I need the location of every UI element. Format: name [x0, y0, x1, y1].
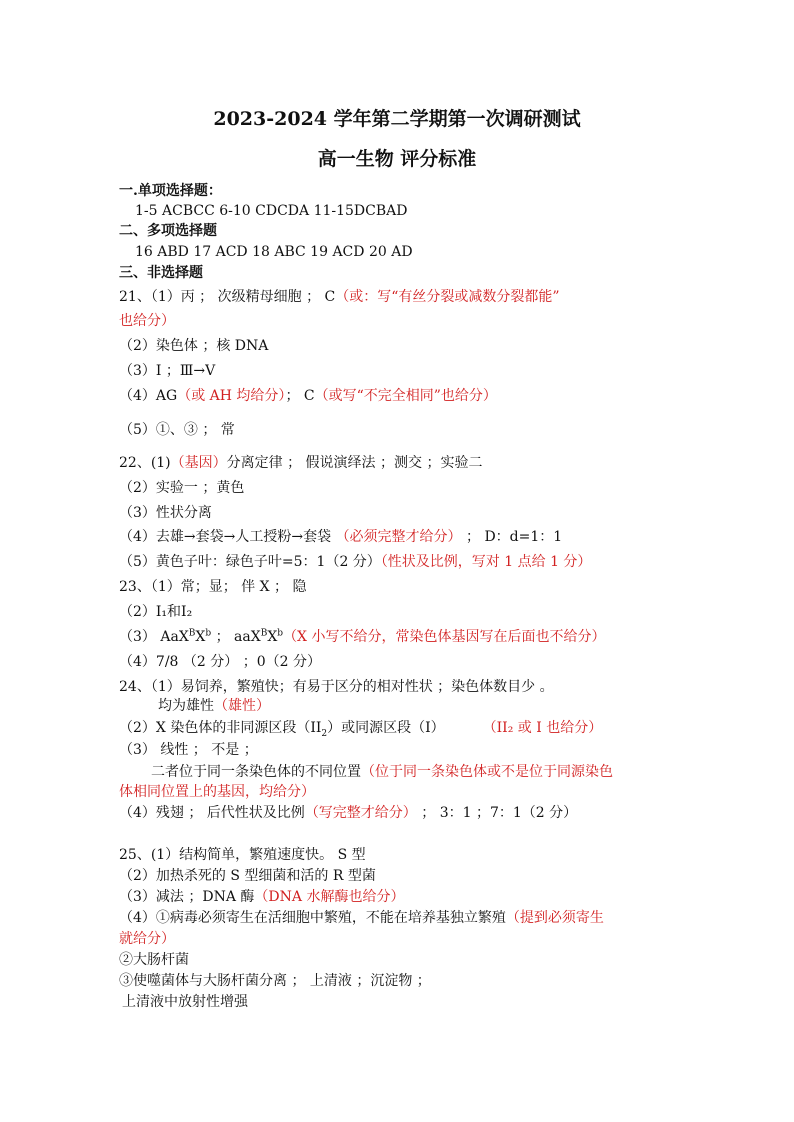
- q24-answer-3a: （2）X 染色体的非同源区段（II: [119, 720, 322, 736]
- q23-allele-sup: b: [205, 628, 212, 639]
- q24-note-2: （雄性）: [214, 698, 270, 714]
- q24-answer-2: 均为雄性: [158, 698, 214, 714]
- q22-note-5: （性状及比例，写对 1 点给 1 分）: [380, 554, 592, 570]
- q21-answer-4a: （4）AG: [119, 388, 178, 404]
- q25-line-8: 上清液中放射性增强: [122, 994, 248, 1010]
- q21-note-4a: （或 AH 均给分）: [177, 388, 286, 404]
- q22-answer-4a: （4）去雄→套袋→人工授粉→套袋: [119, 529, 336, 545]
- q23-allele-sup: B: [188, 628, 196, 639]
- q24-line-6: [119, 782, 315, 802]
- section-2-heading: 二、多项选择题: [119, 223, 217, 239]
- q24-subscript: 2: [321, 728, 328, 739]
- q25-answer-4: （4）①病毒必须寄生在活细胞中繁殖，不能在培养基独立繁殖: [119, 910, 506, 926]
- q25-note-4: （提到必须寄生: [505, 910, 604, 926]
- q21-note-2: 也给分）: [119, 313, 175, 329]
- q24-line-7: [119, 803, 577, 823]
- q22-line-4: [119, 527, 562, 547]
- q21-line-3: （2）染色体 ；核 DNA: [119, 338, 269, 354]
- q25-line-4: [119, 908, 604, 928]
- q25-line-3: [119, 887, 404, 907]
- q21-line-1: [119, 287, 560, 307]
- q25-note-3: （DNA 水解酶也给分）: [254, 889, 405, 905]
- q21-line-6: （5）①、③ ； 常: [119, 422, 235, 438]
- q24-answer-7b: ； 3：1 ；7：1（2 分）: [416, 805, 578, 821]
- q25-line-6: ②大肠杆菌: [119, 952, 189, 968]
- q24-line-5: [151, 762, 613, 782]
- q23-line-3: [119, 627, 605, 647]
- q25-note-5: 就给分）: [119, 931, 175, 947]
- document-title: 2023-2024 学年第二学期第一次调研测试: [213, 108, 581, 130]
- q21-note-4b: （或写“不完全相同”也给分）: [314, 388, 497, 404]
- q21-answer-4b: ； C: [285, 388, 315, 404]
- q25-line-5: [119, 929, 175, 949]
- q24-answer-3b: ）或同源区段（I）: [327, 720, 445, 736]
- q23-line-2: （2）Ⅰ₁和Ⅰ₂: [119, 604, 193, 620]
- q22-note-4: （必须完整才给分）: [335, 529, 462, 545]
- q25-answer-3: （3）减法 ；DNA 酶: [119, 889, 255, 905]
- q24-note-6: 体相同位置上的基因，均给分）: [119, 784, 315, 800]
- q23-line-1: 23、（1）常；显； 伴 X ； 隐: [119, 579, 307, 595]
- q23-line-4: （4）7/8 （2 分） ；0（2 分）: [119, 654, 321, 670]
- q22-note-1: （基因）: [170, 455, 227, 471]
- q24-answer-7a: （4）残翅 ； 后代性状及比例: [119, 805, 305, 821]
- q22-answer-5: （5）黄色子叶：绿色子叶=5：1（2 分）: [119, 554, 381, 570]
- q22-line-1: [119, 453, 482, 473]
- q24-line-4: （3） 线性 ； 不是 ；: [119, 742, 258, 758]
- q25-line-7: ③使噬菌体与大肠杆菌分离 ； 上清液 ；沉淀物 ；: [119, 973, 431, 989]
- q24-answer-5: 二者位于同一条染色体的不同位置: [151, 764, 361, 780]
- section-1-heading: 一.单项选择题：: [119, 183, 222, 199]
- q22-number: 22、(1): [119, 455, 171, 471]
- q24-note-7: （写完整才给分）: [304, 805, 417, 821]
- document-subtitle: 高一生物 评分标准: [317, 148, 477, 170]
- q23-allele-sup: B: [260, 628, 268, 639]
- section-2-answers: 16 ABD 17 ACD 18 ABC 19 ACD 20 AD: [135, 244, 413, 260]
- section-1-answers: 1-5 ACBCC 6-10 CDCDA 11-15DCBAD: [135, 203, 408, 219]
- q22-answer-4b: ； D：d=1：1: [461, 529, 563, 545]
- q25-line-2: （2）加热杀死的 S 型细菌和活的 R 型菌: [119, 868, 376, 884]
- section-3-heading: 三、非选择题: [119, 265, 203, 281]
- q23-genotype-1: （3） AaX: [119, 629, 189, 645]
- q22-answer-1: 分离定律 ； 假说演绎法 ；测交 ；实验二: [226, 455, 483, 471]
- q23-note-3: （X 小写不给分，常染色体基因写在后面也不给分）: [283, 629, 606, 645]
- q24-line-3: [119, 718, 602, 738]
- q21-line-4: （3）Ⅰ ；Ⅲ→Ⅴ: [119, 363, 216, 379]
- q23-genotype-2: ； aaX: [211, 629, 261, 645]
- q22-line-5: [119, 552, 591, 572]
- q24-note-5: （位于同一条染色体或不是位于同源染色: [361, 764, 613, 780]
- q24-line-1: 24、（1）易饲养，繁殖快；有易于区分的相对性状 ；染色体数目少 。: [119, 679, 554, 695]
- q21-answer-1: 21、（1）丙 ； 次级精母细胞 ； C: [119, 289, 336, 305]
- q23-genotype-2b: X: [267, 629, 278, 645]
- q22-line-3: （3）性状分离: [119, 505, 212, 521]
- q24-note-3: （II₂ 或 I 也给分）: [482, 720, 603, 736]
- q21-line-2: [119, 311, 175, 331]
- q22-line-2: （2）实验一 ；黄色: [119, 480, 245, 496]
- q23-allele-sup: b: [277, 628, 284, 639]
- q23-genotype-1b: X: [195, 629, 206, 645]
- q21-line-5: [119, 386, 497, 406]
- q21-note-1: （或：写“有丝分裂或减数分裂都能”: [335, 289, 560, 305]
- q25-line-1: 25、(1）结构简单，繁殖速度快。 S 型: [119, 847, 366, 863]
- q24-line-2: [158, 696, 270, 716]
